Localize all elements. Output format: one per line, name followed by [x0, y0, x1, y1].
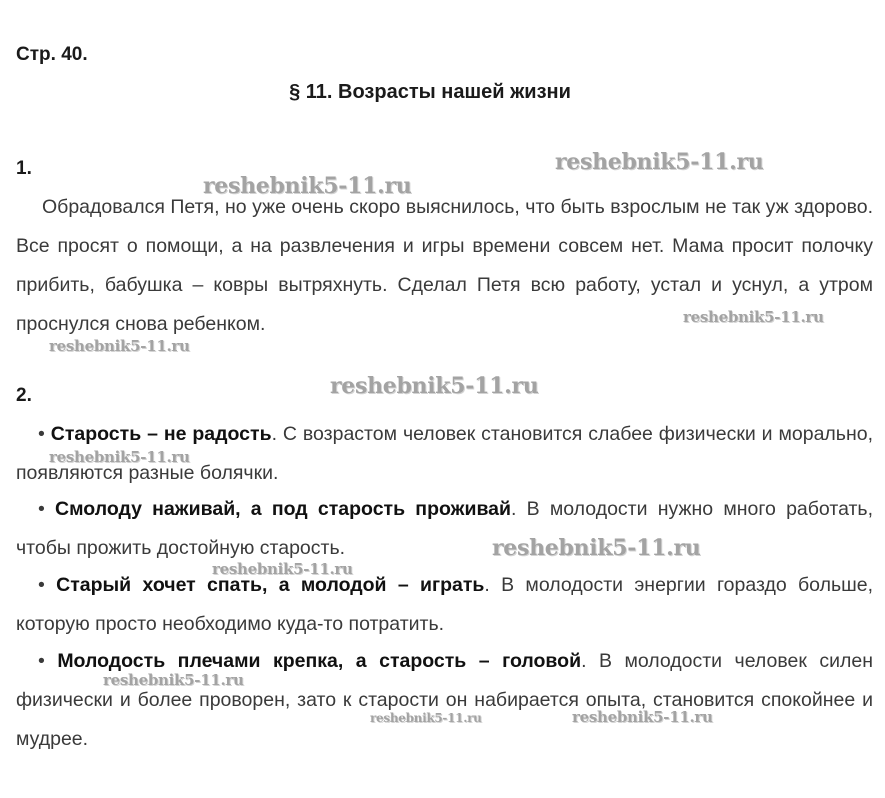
- watermark: reshebnik5-11.ru: [103, 671, 244, 689]
- proverb-item: [16, 490, 873, 568]
- proverb-text: Старый хочет спать, а молодой – играть: [56, 574, 485, 596]
- bullet: •: [38, 650, 45, 672]
- bullet: •: [38, 423, 45, 445]
- proverb-item: [16, 566, 873, 644]
- watermark: reshebnik5-11.ru: [49, 337, 190, 355]
- proverb-item: [16, 415, 873, 493]
- task-1-text: Обрадовался Петя, но уже очень скоро выяснилось, что быть взрослым не так уж здорово. Все просят о помощи, а на развлечения и игры времени совсем нет. Мама просит полочку прибить, бабушка – ковры вытряхнуть. Сделал Петя всю работу, устал и уснул, а утром проснулся снова ребенком.: [16, 196, 873, 335]
- proverb-item: [16, 642, 873, 759]
- proverb-text: Смолоду наживай, а под старость проживай: [55, 498, 512, 520]
- section-title: § 11. Возрасты нашей жизни: [289, 81, 571, 103]
- watermark: reshebnik5-11.ru: [492, 535, 701, 561]
- proverb-explanation: . В молодости энергии гораздо больше, которую просто необходимо куда-то потратить.: [16, 574, 874, 635]
- watermark: reshebnik5-11.ru: [370, 711, 482, 725]
- watermark: reshebnik5-11.ru: [683, 308, 824, 326]
- proverb-text: Молодость плечами крепка, а старость – головой: [57, 650, 582, 672]
- watermark: reshebnik5-11.ru: [555, 149, 764, 175]
- task-1-answer: [16, 188, 873, 344]
- task-1-number: 1.: [16, 158, 32, 179]
- proverb-explanation: . С возрастом человек становится слабее физически и морально, появляются разные болячки.: [16, 423, 873, 484]
- proverb-explanation: . В молодости нужно много работать, чтобы прожить достойную старость.: [16, 498, 873, 559]
- proverb-explanation: . В молодости человек силен физически и более проворен, зато к старости он набирается опыта, становится спокойнее и мудрее.: [16, 650, 873, 750]
- watermark: reshebnik5-11.ru: [212, 560, 353, 578]
- bullet: •: [38, 574, 45, 596]
- watermark: reshebnik5-11.ru: [330, 373, 539, 399]
- task-2-number: 2.: [16, 385, 32, 406]
- watermark: reshebnik5-11.ru: [203, 173, 412, 199]
- watermark: reshebnik5-11.ru: [49, 448, 190, 466]
- watermark: reshebnik5-11.ru: [572, 708, 713, 726]
- page-number: Стр. 40.: [16, 44, 88, 65]
- proverb-text: Старость – не радость: [50, 423, 272, 445]
- bullet: •: [38, 498, 45, 520]
